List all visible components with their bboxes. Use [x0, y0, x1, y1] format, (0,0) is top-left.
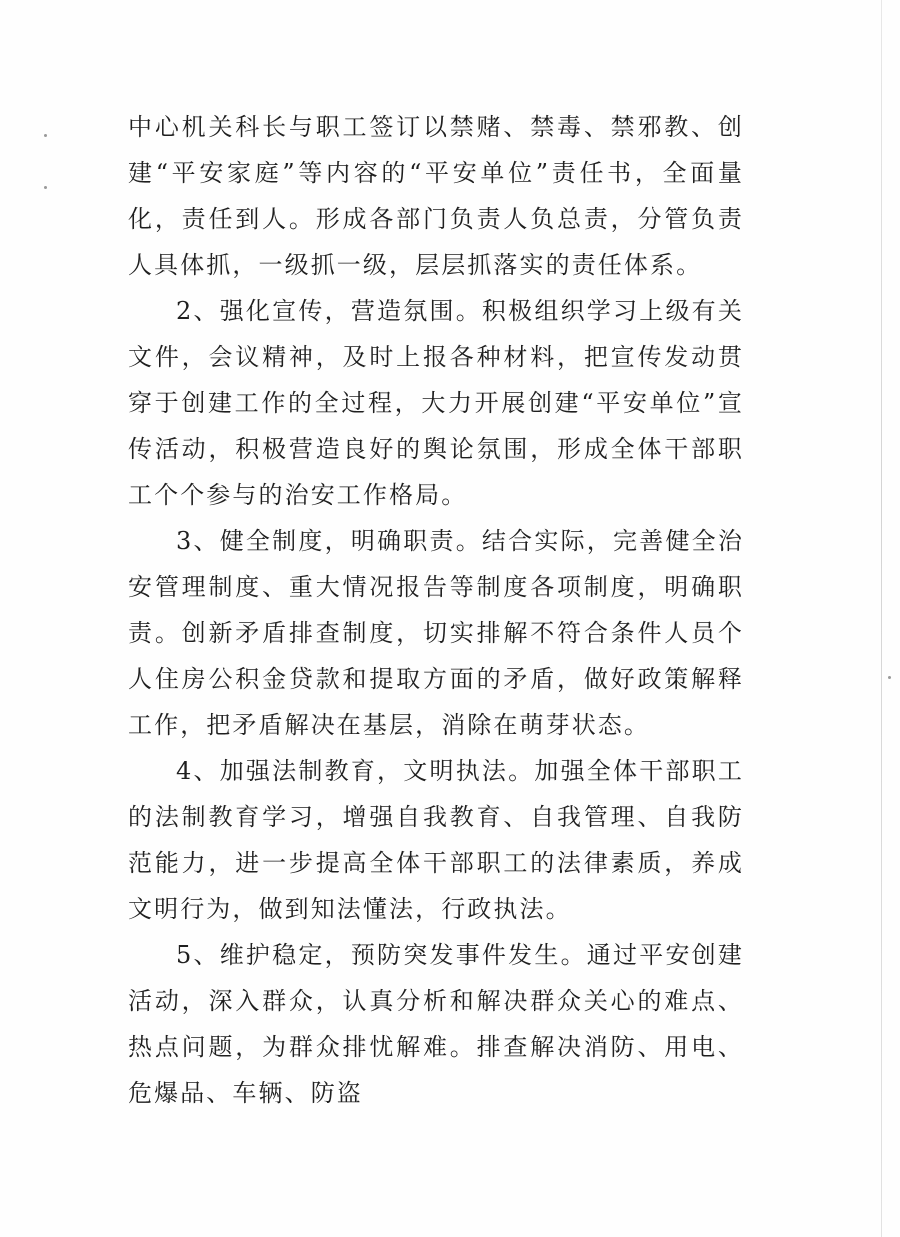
paragraph-responsibility-system: 中心机关科长与职工签订以禁赌、禁毒、禁邪教、创建“平安家庭”等内容的“平安单位”责任书，全面量化，责任到人。形成各部门负责人负总责，分管负责人具体抓，一级抓一级，层层抓落实的责任体系。	[128, 113, 744, 279]
document-body	[128, 104, 744, 1116]
paper-edge-shadow	[881, 0, 882, 1237]
paragraph-publicity: 2、强化宣传，营造氛围。积极组织学习上级有关文件，会议精神，及时上报各种材料，把宣传发动贯穿于创建工作的全过程，大力开展创建“平安单位”宣传活动，积极营造良好的舆论氛围，形成全体干部职工个个参与的治安工作格局。	[128, 297, 744, 509]
scan-speck	[44, 186, 47, 189]
paragraph-legal-education: 4、加强法制教育，文明执法。加强全体干部职工的法制教育学习，增强自我教育、自我管理、自我防范能力，进一步提高全体干部职工的法律素质，养成文明行为，做到知法懂法，行政执法。	[128, 757, 744, 923]
scan-speck	[44, 134, 47, 137]
scan-speck	[888, 676, 891, 679]
paragraph-regulations: 3、健全制度，明确职责。结合实际，完善健全治安管理制度、重大情况报告等制度各项制度，明确职责。创新矛盾排查制度，切实排解不符合条件人员个人住房公积金贷款和提取方面的矛盾，做好政策解释工作，把矛盾解决在基层，消除在萌芽状态。	[128, 527, 744, 739]
paragraph-stability: 5、维护稳定，预防突发事件发生。通过平安创建活动，深入群众，认真分析和解决群众关心的难点、热点问题，为群众排忧解难。排查解决消防、用电、危爆品、车辆、防盗	[128, 941, 744, 1107]
